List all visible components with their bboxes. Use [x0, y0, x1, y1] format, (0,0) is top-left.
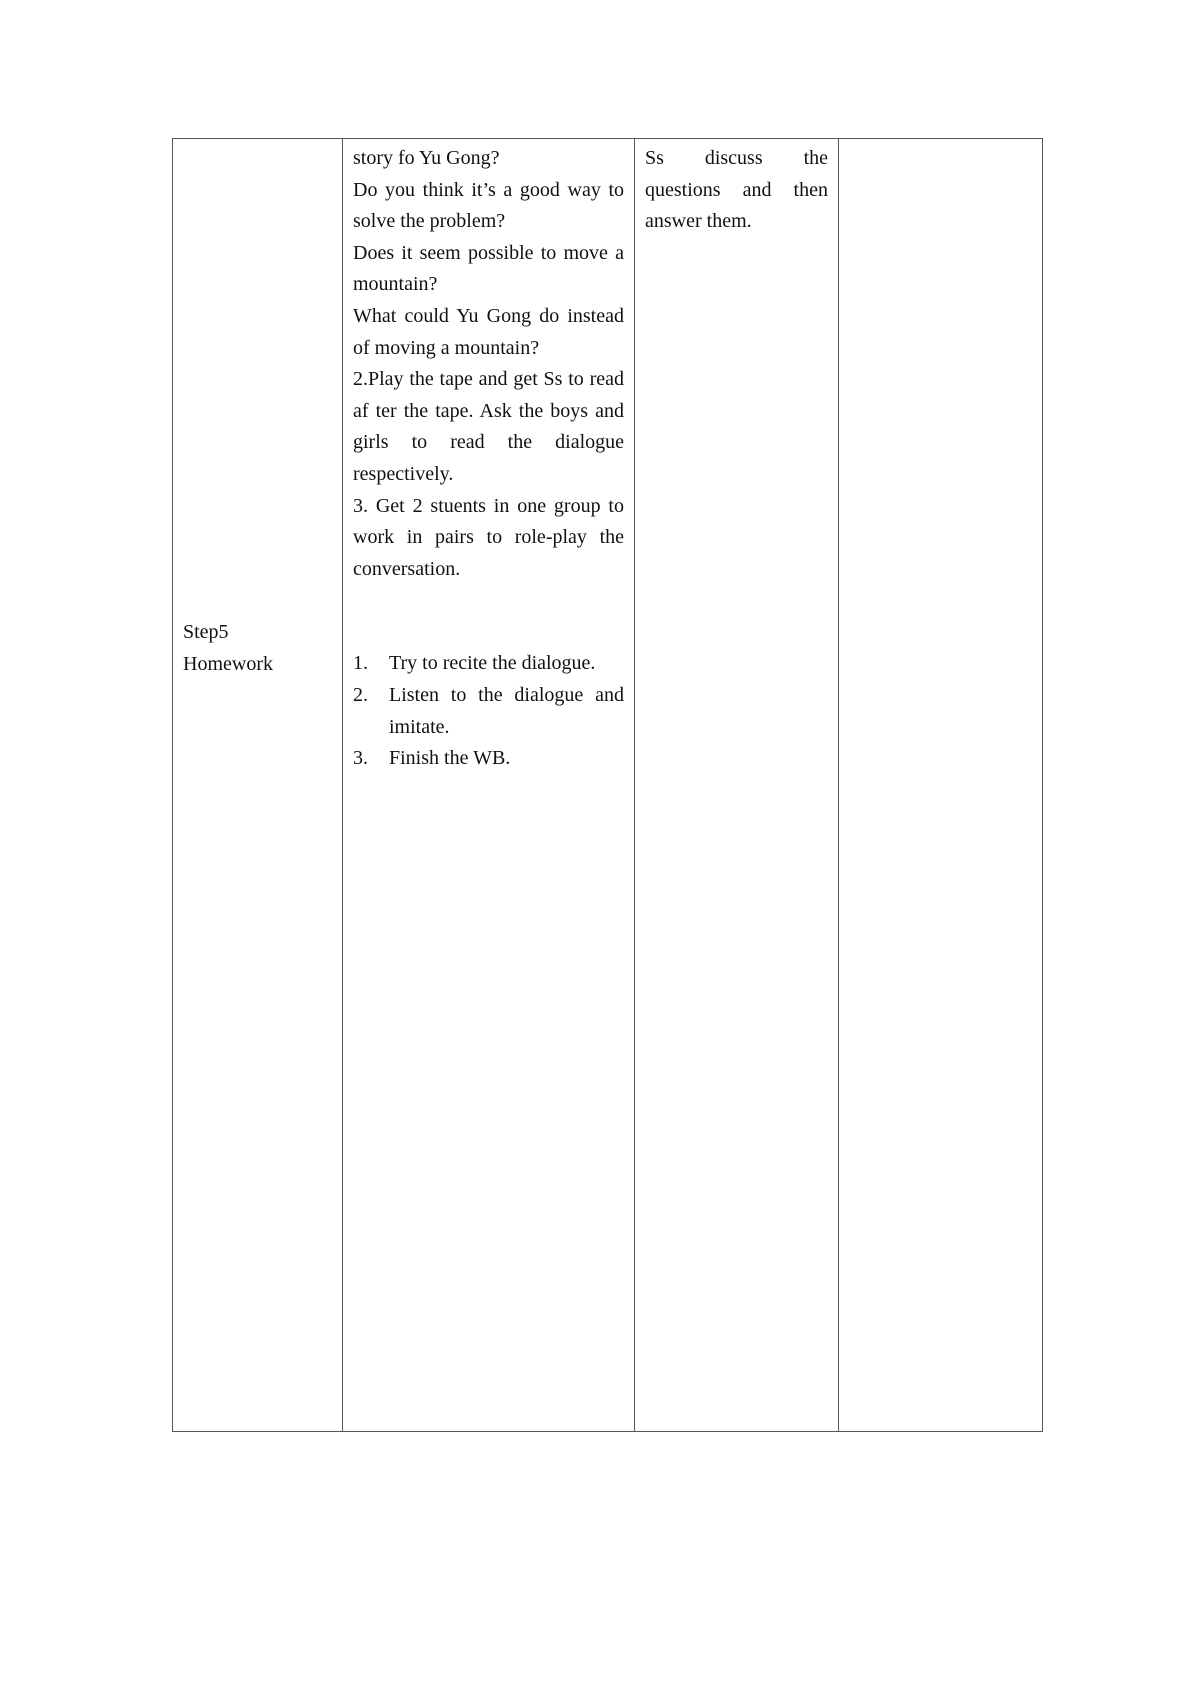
list-item	[353, 680, 624, 743]
table-row	[173, 139, 1043, 1432]
list-item-number: 1.	[353, 652, 368, 675]
teacher-activity-cell	[343, 139, 635, 1432]
activity-paragraph: 3. Get 2 stuents in one group to work in pairs to role-play the conversation.	[353, 494, 624, 580]
step-block	[183, 617, 332, 680]
step-cell	[173, 139, 343, 1432]
homework-list	[353, 648, 624, 774]
step-label: Step5	[183, 621, 229, 643]
question-line: story fo Yu Gong?	[353, 147, 500, 169]
question-line: What could Yu Gong do instead of moving a mountain?	[353, 304, 624, 359]
list-item-number: 2.	[353, 683, 368, 706]
list-item-text: Finish the WB.	[389, 747, 511, 770]
question-line: Do you think it’s a good way to solve the problem?	[353, 178, 624, 233]
question-line: Does it seem possible to move a mountain?	[353, 241, 624, 296]
student-activity-text: Ss discuss the questions and then answer them.	[645, 147, 828, 233]
notes-cell	[839, 139, 1043, 1432]
list-item-text: Listen to the dialogue and imitate.	[389, 683, 624, 738]
list-item	[353, 648, 624, 680]
list-item-text: Try to recite the dialogue.	[389, 652, 596, 675]
list-item-number: 3.	[353, 747, 368, 770]
step-name: Homework	[183, 652, 273, 675]
list-item	[353, 743, 624, 775]
lesson-plan-table	[172, 138, 1043, 1432]
activity-paragraph: 2.Play the tape and get Ss to read af ter the tape. Ask the boys and girls to read the dialogue respectively.	[353, 368, 624, 485]
student-activity-cell	[635, 139, 839, 1432]
